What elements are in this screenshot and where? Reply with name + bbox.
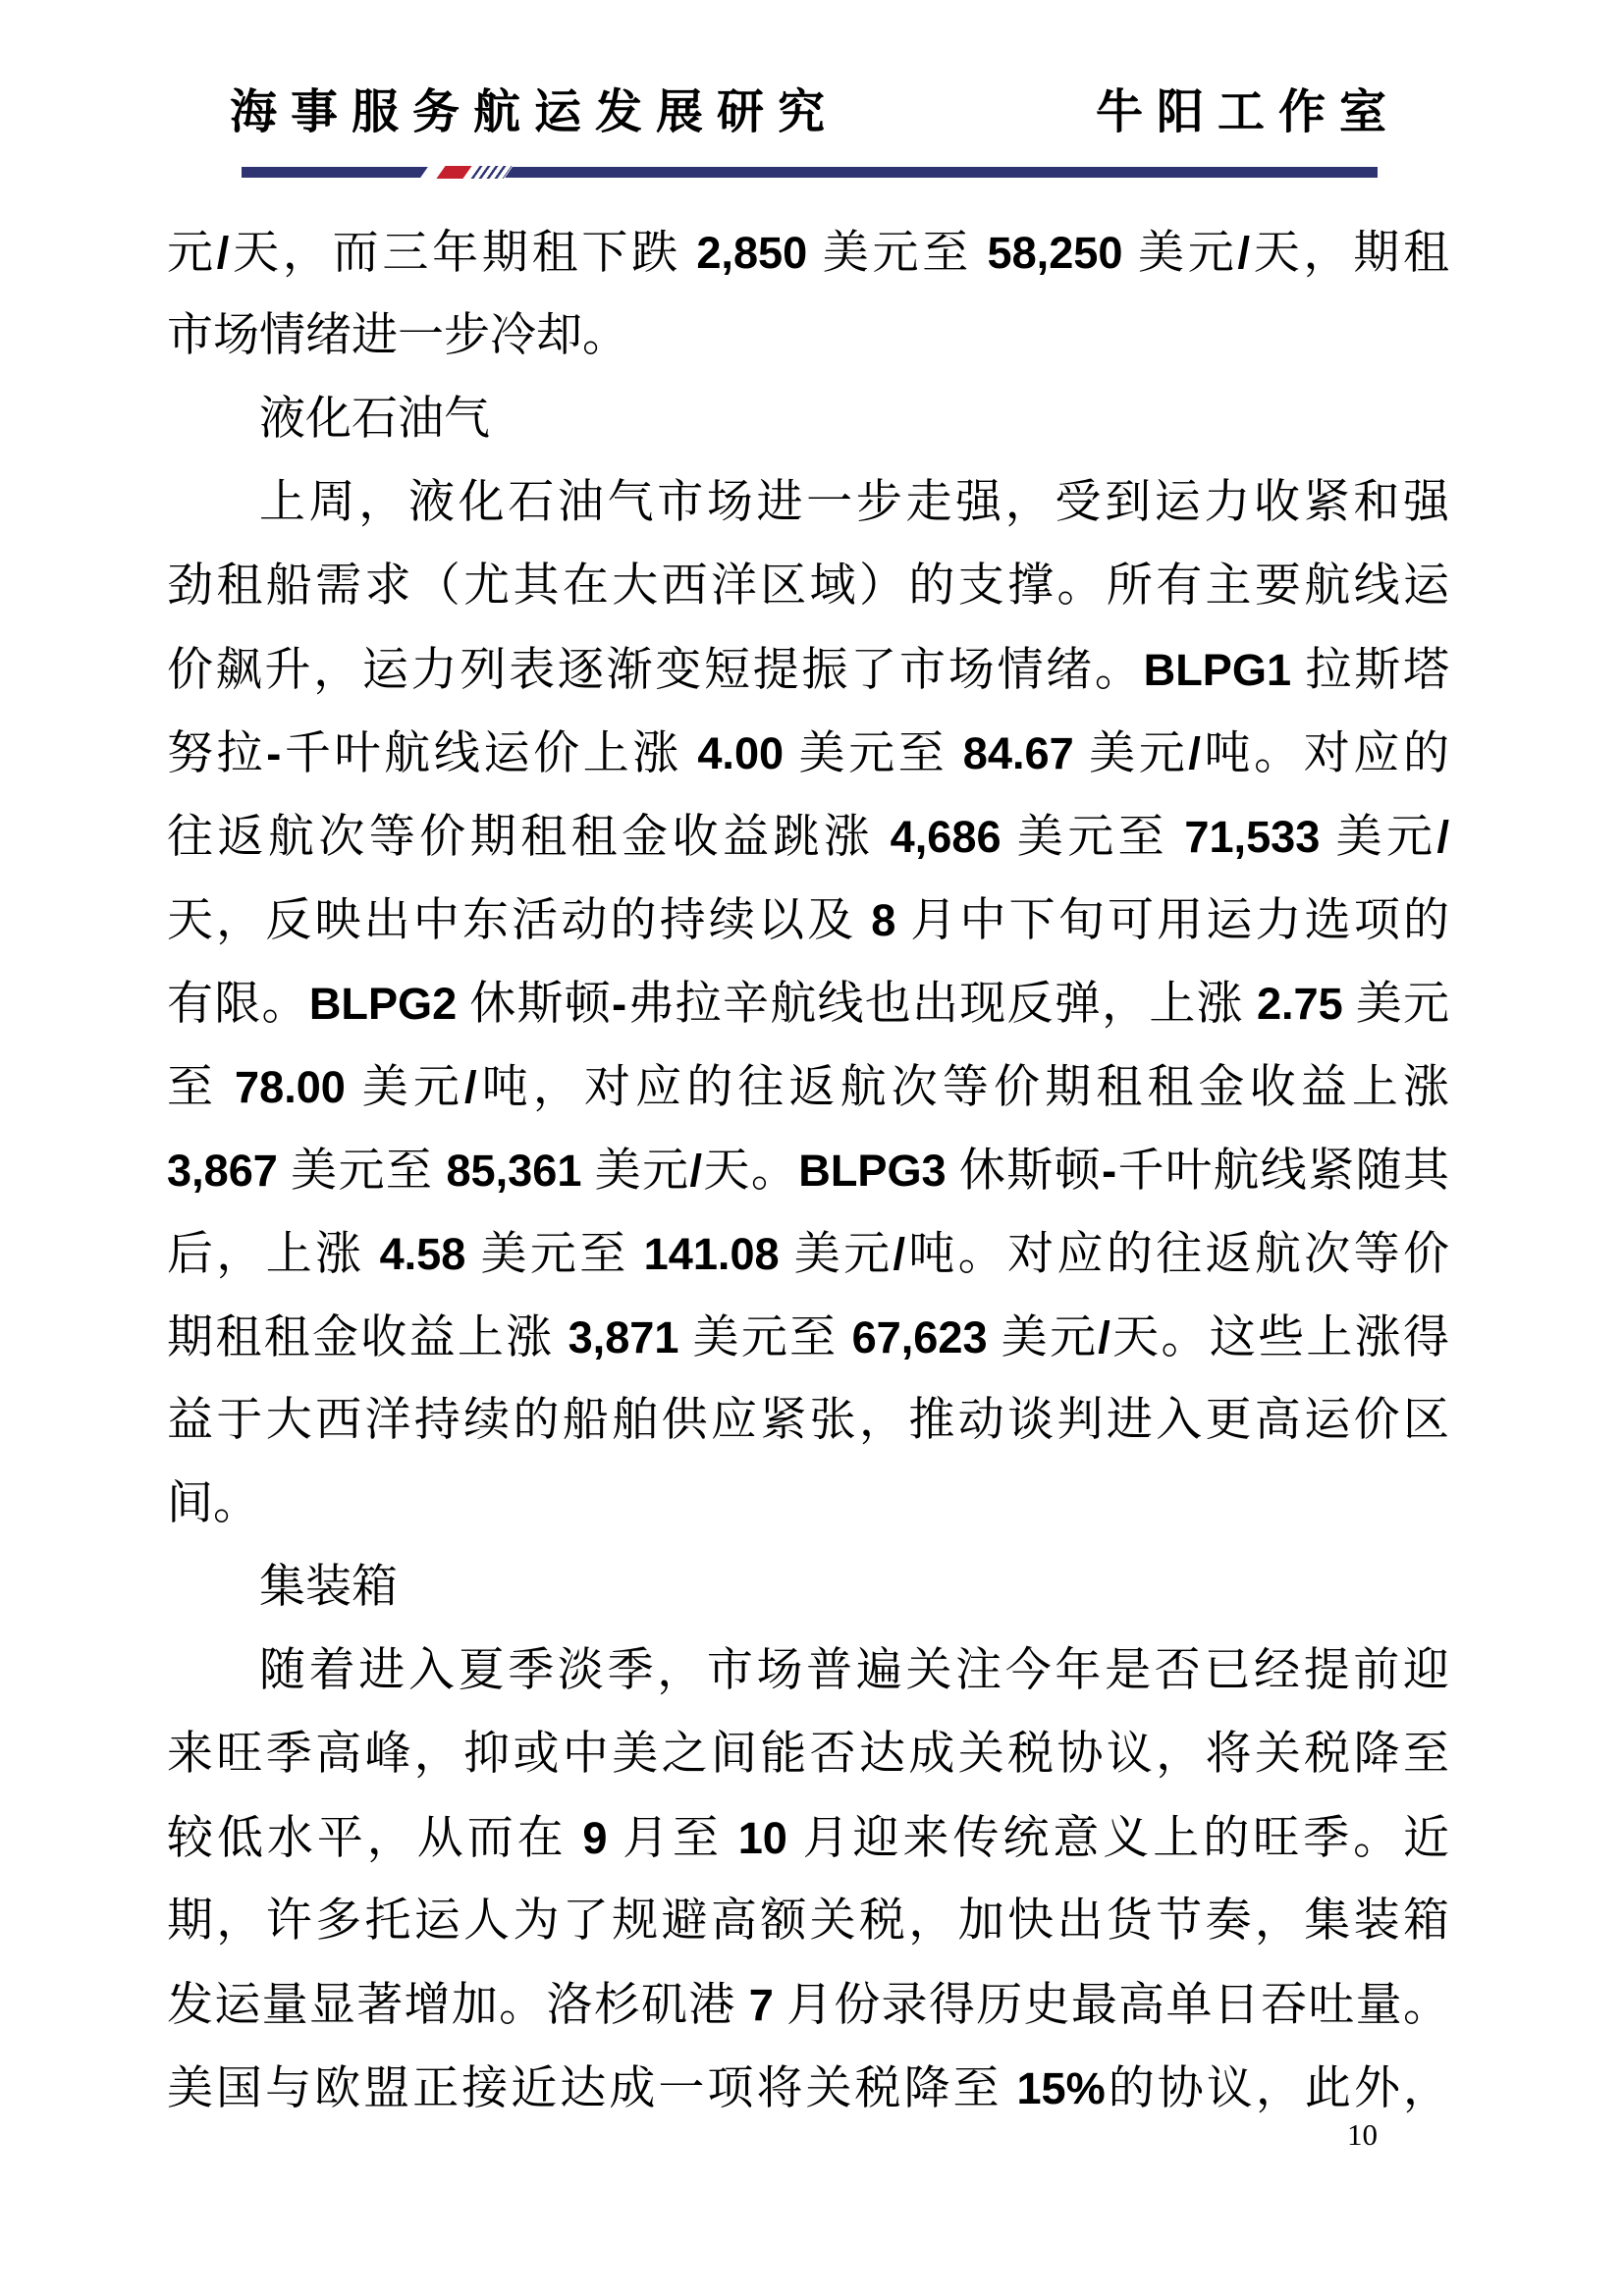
text-line: 随着进入夏季淡季，市场普遍关注今年是否已经提前迎 [259, 1645, 1449, 1696]
text-line: 天，反映出中东活动的持续以及 8 月中下旬可用运力选项的 [167, 895, 1450, 946]
latin-run: 9 [582, 1813, 608, 1863]
latin-run: BLPG2 [308, 979, 458, 1029]
header-divider-bar [242, 167, 1378, 178]
text-line: 后，上涨 4.58 美元至 141.08 美元/吨。对应的往返航次等价 [167, 1229, 1450, 1280]
latin-run: / [216, 228, 230, 278]
latin-run: 3,871 [568, 1312, 679, 1362]
latin-run: 2.75 [1256, 979, 1343, 1029]
text-line: 至 78.00 美元/吨，对应的往返航次等价期租租金收益上涨 [167, 1062, 1450, 1113]
latin-run: / [464, 1062, 477, 1112]
latin-run: BLPG3 [798, 1146, 947, 1196]
latin-run: / [1237, 228, 1251, 278]
text-line: 3,867 美元至 85,361 美元/天。BLPG3 休斯顿-千叶航线紧随其 [167, 1146, 1450, 1197]
latin-run: 85,361 [446, 1146, 582, 1196]
latin-run: 4.58 [379, 1229, 466, 1279]
text-line: 期租租金收益上涨 3,871 美元至 67,623 美元/天。这些上涨得 [167, 1312, 1450, 1363]
text-line: 期，许多托运人为了规避高额关税，加快出货节奏，集装箱 [167, 1896, 1449, 1947]
text-line: 有限。BLPG2 休斯顿-弗拉辛航线也出现反弹，上涨 2.75 美元 [167, 979, 1450, 1030]
latin-run: 58,250 [987, 228, 1123, 278]
latin-run: / [689, 1146, 702, 1196]
page-number: 10 [1347, 2117, 1378, 2152]
text-line: 集装箱 [259, 1562, 398, 1613]
latin-run: / [893, 1229, 906, 1279]
page-header [167, 84, 1449, 139]
text-line: 市场情绪进一步冷却。 [167, 310, 628, 361]
header-left-title: 海事服务航运发展研究 [230, 84, 839, 139]
latin-run: 84.67 [962, 728, 1074, 778]
latin-run: - [1102, 1146, 1117, 1196]
latin-run: - [612, 979, 627, 1029]
text-line: 发运量显著增加。洛杉矶港 7 月份录得历史最高单日吞吐量。 [167, 1980, 1449, 2031]
latin-run: 2,850 [696, 228, 808, 278]
latin-run: 15% [1016, 2063, 1106, 2113]
body-text [167, 211, 1449, 2130]
header-right-title: 牛阳工作室 [1095, 84, 1400, 139]
text-line: 价飙升，运力列表逐渐变短提振了市场情绪。BLPG1 拉斯塔 [167, 645, 1450, 696]
text-line: 液化石油气 [259, 394, 490, 445]
latin-run: / [1098, 1312, 1110, 1362]
latin-run: - [266, 728, 282, 778]
text-line: 上周，液化石油气市场进一步走强，受到运力收紧和强 [259, 477, 1449, 528]
latin-run: 67,623 [851, 1312, 988, 1362]
latin-run: 8 [871, 895, 896, 945]
latin-run: 141.08 [643, 1229, 780, 1279]
latin-run: 4,686 [890, 812, 1001, 862]
latin-run: 10 [737, 1813, 787, 1863]
text-line: 来旺季高峰，抑或中美之间能否达成关税协议，将关税降至 [167, 1729, 1449, 1780]
text-line: 益于大西洋持续的船舶供应紧张，推动谈判进入更高运价区 [167, 1395, 1449, 1446]
latin-run: 78.00 [235, 1062, 346, 1112]
text-line: 往返航次等价期租租金收益跳涨 4,686 美元至 71,533 美元/ [167, 812, 1450, 863]
latin-run: BLPG1 [1143, 645, 1292, 695]
latin-run: 71,533 [1184, 812, 1321, 862]
text-line: 较低水平，从而在 9 月至 10 月迎来传统意义上的旺季。近 [167, 1813, 1450, 1864]
text-line: 间。 [167, 1478, 259, 1529]
latin-run: / [1436, 812, 1450, 862]
divider-stripe-accent [470, 166, 512, 179]
text-line: 劲租船需求（尤其在大西洋区域）的支撑。所有主要航线运 [167, 561, 1449, 612]
latin-run: 3,867 [167, 1146, 278, 1196]
text-line: 元/天，而三年期租下跌 2,850 美元至 58,250 美元/天，期租 [167, 228, 1450, 279]
latin-run: / [1188, 728, 1201, 778]
latin-run: 7 [748, 1980, 774, 2030]
text-line: 努拉-千叶航线运价上涨 4.00 美元至 84.67 美元/吨。对应的 [167, 728, 1450, 779]
latin-run: 4.00 [697, 728, 785, 778]
text-line: 美国与欧盟正接近达成一项将关税降至 15%的协议，此外， [167, 2063, 1450, 2114]
